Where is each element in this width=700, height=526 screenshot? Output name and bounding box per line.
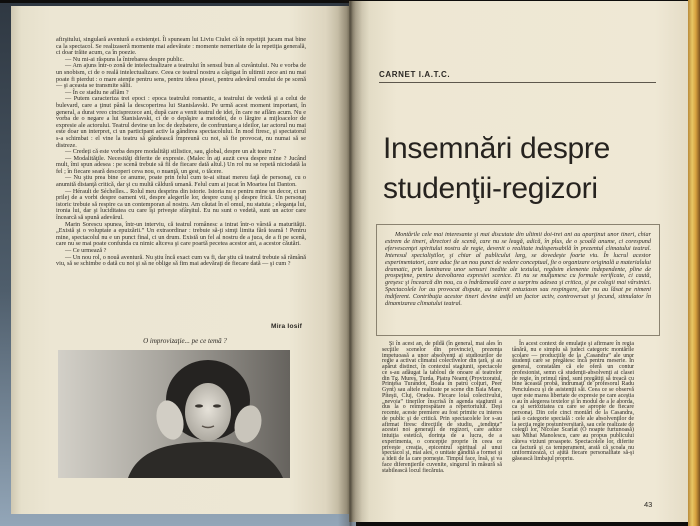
interview-paragraph: — Nu ştiu prea bine ce anume, poate prin felul cum te-ai situat mereu faţă de personaj, cu o anumită distanţă critică, dar şi cu multă căldură umană. Felul cum ai jucat în Moartea lui Danton. <box>56 174 306 189</box>
interview-paragraph: — Hérault de Séchelles... Rolul meu desprins din istorie. Istoria nu e pentru mine un decor, ci un prilej de a vorbi despre oameni vii, despre alegerile lor, despre curaj şi despre frică. Un personaj istoric trebuie să respire ca un contemporan al nostru. Am căutat în el omul, nu statuia ; eleganţa lui, ironia lui, dar şi luciditatea cu care îşi priveşte sfârşitul. Eu nu sunt o vedetă, sunt un actor care încearcă să spună adevărul. <box>56 187 306 222</box>
article-title <box>383 129 610 209</box>
article-column-left: Şi în acest an, de pildă (în general, mai ales în secţiile scenelor din provincie), prezenţa impetuoasă a unor absolvenţi ai studiourilor de regie a activat climatul colectivelor din ţară, şi au apărut distinct, în contextul stagiunii, spectacole ce s-au adăugat la tabloul de onoare al teatrelor din Tg. Mureş, Turda, Piatra Neamţ (Provizoratul, Prinţesa Turandot, Boala în patru colţuri, Peer Gynt) sau altele realizate pe scene din Baia Mare, Piteşti, Cluj, Oradea. Fiecare loial colectivului, „nevoia” tinerilor înscrisă în agenda stagiunii a dus la o reîmprospătare a repertoriului. Deşi recente, aceste premiere au fost primite cu interes de public şi de critică. Prin spectacolele lor s-au afirmat firesc direcţiile de studiu, „tendinţa” acestei noi generaţii de regizori, care aduce intuiţia estetică, dorinţa de a lucra, de a experimenta, o concepţie proprie în ceea ce priveşte creaţia, epicentrul spiritual al unui spectacol şi, mai ales, o unitate gândită a formei şi a ideii de la care porneşte. Timpul face, însă, şi va face diferenţierile cuvenite, singurul în măsură să stabilească locul fiecăruia. <box>382 341 502 474</box>
author-signature: Mira Iosif <box>271 323 302 330</box>
photo-figure-eye-left <box>195 404 203 407</box>
article-title-line-1: Insemnări despre <box>383 132 610 165</box>
interview-paragraph: afirşitului, singulară aventură a existenţei. Îi spuneam lui Liviu Ciulei că în repetiţii jucam mai bine ca la spectacol. Se realizaseră momente mai adevărate : momente nemeritate de la repetiţia generală, ci doar trăite acum, ca în poezie. <box>56 36 306 57</box>
interview-paragraph: — Un nou rol, o nouă aventură. Nu ştiu încă exact cum va fi, dar ştiu că teatrul trebuie să rămână viu, să se schimbe o dată cu noi şi să ne oblige să fim mai adevăraţi de fiecare dată — şi cum ? <box>56 253 306 268</box>
interview-paragraph: — În ce stadiu ne aflăm ? <box>65 88 129 96</box>
article-column-right: În acest context de emulaţie şi afirmare în regia tânără, nu e simplu să judeci categoric montările şcolare — producţiile de la „Casandra” ale unor studenţi care se pregătesc încă pentru meserie. În general, constatăm că ele oferă un contur profesionist, semn că studenţii-absolvenţi ai clasei de regie, în primul rând, sunt pregătiţi să treacă cu bine această probă, îndrumaţi de profesorul Radu Penciulescu şi de asistenţii săi. Ceea ce se observă uşor este marea libertate de expresie pe care aceştia o au în alegerea textelor şi în modul de a le aborda, ca şi seriozitatea cu care se apropie de fiecare personaj. Din cele cinci montări de la Casandra, iată o categorie specială : cele ale absolvenţilor de la secţia regie postuniversitară, sau cele realizate de colegii lor, Nicolae Scarlat (O noapte furtunoasă) sau Mihai Manolescu, care au propus publicului câteva viziuni proaspete. Spectacolele lor, diferite ca factură şi ca temperament, arată că şcoala nu uniformizează, ci ajută fiecare personalitate să-şi găsească limbajul propriu. <box>512 341 634 462</box>
book-gutter-shadow <box>338 0 362 526</box>
interview-paragraph: Marin Sorescu spunea, într-un interviu, că teatrul românesc a intrat într-o vârstă a maturităţii. „Există şi o voluptate a epuizării.” Un extraordinar : trebuie să-ţi simţi limita fără teamă ! Pentru mine, spectacolul nu e un punct final, ci un drum. Există un fel al nostru de a juca, de a fi pe scenă, care nu se mai poate confunda cu nimic altceva şi care poartă pecetea acestor ani, a acestor căutări. <box>56 220 306 248</box>
interview-paragraph: — Credeţi că este vorba despre modalităţi stilistice, sau, global, despre un alt teatru ? <box>65 148 276 156</box>
interview-paragraph: — Nu mi-ai răspuns la întrebarea despre public. <box>65 55 184 63</box>
actress-photo <box>58 350 290 478</box>
photo-caption: O improvizaţie... pe ce temă ? <box>143 337 227 345</box>
interview-paragraph: — Putem caracteriza trei epoci : epoca teatrului romantic, a teatrului de vedetă şi a celui de bulevard, care a ţinut până la descoperirea lui Stanislavski. Pe urmă acest moment important, în general, a durat vreo cincisprezece ani, după care a venit teatrul de idei, în care ne aflăm acum. Nu e vorba de o negare a lui Stanislavski, ci de o depăşire a metodei, de o lărgire a mijloacelor de expresie ale actorului. Teatrul devine un loc de dezbatere, de confruntare a ideilor, iar actorul nu mai este doar un interpret, ci un participant activ la gândirea spectacolului. În mod firesc, şi spectatorul s-a schimbat : el vine la teatru să gândească împreună cu noi, să fie provocat, nu numai să se distreze. <box>56 95 306 149</box>
page-number: 43 <box>644 500 653 509</box>
interview-text <box>56 37 306 268</box>
interview-paragraph: — Ce urmează ? <box>65 247 107 254</box>
interview-paragraph: — Am ajuns într-o zonă de intelectualizare a teatrului în sensul bun al cuvântului. Nu e vorba de un snobism, ci de o reală intelectualizare. Ceea ce teatrul nostru a câştigat în ultimii zece ani nu mai poate fi pierdut : o mare atenţie pentru sens, pentru ideea piesei, pentru adevărul omului de pe scenă — şi aceasta se transmite sălii. <box>56 62 306 90</box>
actress-photo-drawing <box>58 350 290 478</box>
section-label: CARNET I.A.T.C. <box>379 70 656 83</box>
article-intro-text: Montările cele mai interesante şi mai discutate din ultimii doi-trei ani au aparţinut unor tineri, chiar extrem de tineri, directori de scenă, care nu se leagă, adică, în plus, de o şcoală anume, ci corespund efervescenţei spiritului nostru de regie, devenit o realitate indispensabilă în prezentul climatului teatral. Interesul specialiştilor, şi chiar al publicului larg, se dovedeşte foarte viu. În lucrul acestor experimentatori, care aduc fie un nou punct de vedere conceptual, fie o organizare originală a materialului dramatic, prin luminarea unor sensuri inedite ale textului, regăsim elemente independente, pline de prospeţime, pentru dezvoltarea expresiei scenice. Ei nu se mulţumesc cu formule verificate, ci caută, greşesc şi încearcă din nou, cu o îndrăzneală care a surprins adesea şi critica, şi pe colegii mai vârstnici. Spectacolele lor au provocat dispute, au stârnit entuziasm sau respingere, dar nu au lăsat pe nimeni indiferent. Contribuţia acestor tineri devine astfel un factor activ, controversat şi fecund, stimulator în dinamizarea climatului teatral. <box>385 231 651 308</box>
article-title-line-2: studenţii-regizori <box>383 172 598 205</box>
photo-figure-eye-right <box>213 404 221 407</box>
interview-paragraph: — Modalităţile. Necesităţi diferite de expresie. (Malec în aţi auzit ceva despre mine ? Jucând mult, îmi spun adesea : pe scenă trebuie să fii de fiecare dată altul.) Un rol nu se repetă niciodată la fel ; în fiecare seară descoperi ceva nou, o nuanţă, un gest, o tăcere. <box>56 154 306 175</box>
article-intro-box <box>376 224 660 336</box>
photo-figure-face <box>185 383 231 441</box>
page-stack-edges <box>688 0 700 526</box>
